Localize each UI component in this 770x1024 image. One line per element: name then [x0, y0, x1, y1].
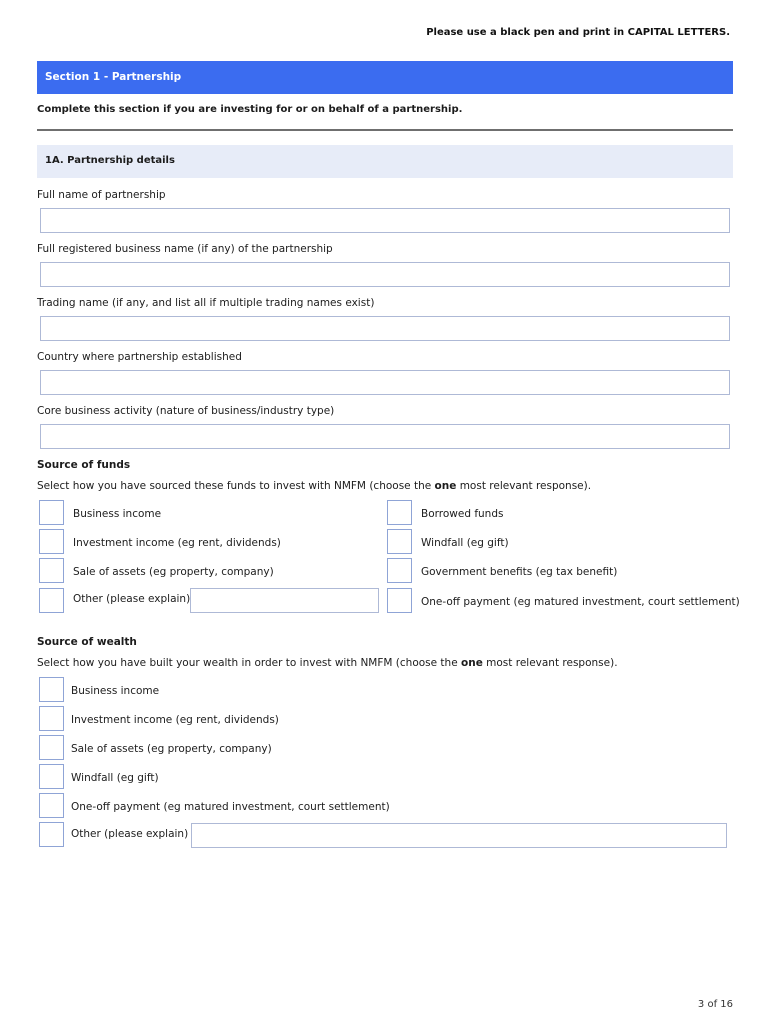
funds-option-label: Government benefits (eg tax benefit) [421, 566, 618, 578]
funds-option-label: One-off payment (eg matured investment, court settlement) [421, 596, 740, 608]
funds-option-label: Windfall (eg gift) [421, 537, 509, 549]
funds-business-income-checkbox[interactable] [39, 500, 64, 525]
funds-option-label: Borrowed funds [421, 508, 504, 520]
funds-option-label: Sale of assets (eg property, company) [73, 566, 274, 578]
source-of-wealth-title: Source of wealth [37, 636, 137, 648]
source-of-wealth-desc: Select how you have built your wealth in order to invest with NMFM (choose the one most relevant response). [37, 657, 618, 669]
country-field[interactable] [40, 370, 730, 395]
trading-name-label: Trading name (if any, and list all if multiple trading names exist) [37, 297, 375, 309]
full-name-field[interactable] [40, 208, 730, 233]
wealth-business-income-checkbox[interactable] [39, 677, 64, 702]
wealth-other-checkbox[interactable] [39, 822, 64, 847]
funds-other-checkbox[interactable] [39, 588, 64, 613]
wealth-investment-income-checkbox[interactable] [39, 706, 64, 731]
subsection-header: 1A. Partnership details [37, 145, 733, 178]
wealth-sale-of-assets-checkbox[interactable] [39, 735, 64, 760]
wealth-option-label: Investment income (eg rent, dividends) [71, 714, 279, 726]
wealth-option-label: Other (please explain) [71, 828, 189, 840]
wealth-windfall-checkbox[interactable] [39, 764, 64, 789]
page-number: 3 of 16 [697, 999, 733, 1010]
wealth-option-label: One-off payment (eg matured investment, court settlement) [71, 801, 390, 813]
funds-other-explain-field[interactable] [190, 588, 379, 613]
section-divider [37, 129, 733, 131]
core-activity-field[interactable] [40, 424, 730, 449]
source-of-funds-title: Source of funds [37, 459, 131, 471]
country-label: Country where partnership established [37, 351, 242, 363]
wealth-one-off-payment-checkbox[interactable] [39, 793, 64, 818]
funds-option-label: Other (please explain) [73, 593, 191, 605]
section-intro: Complete this section if you are investing for or on behalf of a partnership. [37, 104, 463, 115]
wealth-option-label: Business income [71, 685, 160, 697]
source-of-funds-desc: Select how you have sourced these funds to invest with NMFM (choose the one most relevant response). [37, 480, 592, 492]
registered-name-label: Full registered business name (if any) of the partnership [37, 243, 333, 255]
funds-government-benefits-checkbox[interactable] [387, 558, 412, 583]
wealth-option-label: Windfall (eg gift) [71, 772, 159, 784]
core-activity-label: Core business activity (nature of business/industry type) [37, 405, 335, 417]
wealth-option-label: Sale of assets (eg property, company) [71, 743, 272, 755]
funds-windfall-checkbox[interactable] [387, 529, 412, 554]
funds-option-label: Investment income (eg rent, dividends) [73, 537, 281, 549]
funds-one-off-payment-checkbox[interactable] [387, 588, 412, 613]
section-header: Section 1 - Partnership [37, 61, 733, 94]
trading-name-field[interactable] [40, 316, 730, 341]
funds-option-label: Business income [73, 508, 162, 520]
registered-name-field[interactable] [40, 262, 730, 287]
wealth-other-explain-field[interactable] [191, 823, 727, 848]
pen-instruction: Please use a black pen and print in CAPITAL LETTERS. [426, 27, 730, 38]
funds-investment-income-checkbox[interactable] [39, 529, 64, 554]
funds-sale-of-assets-checkbox[interactable] [39, 558, 64, 583]
full-name-label: Full name of partnership [37, 189, 166, 201]
funds-borrowed-checkbox[interactable] [387, 500, 412, 525]
